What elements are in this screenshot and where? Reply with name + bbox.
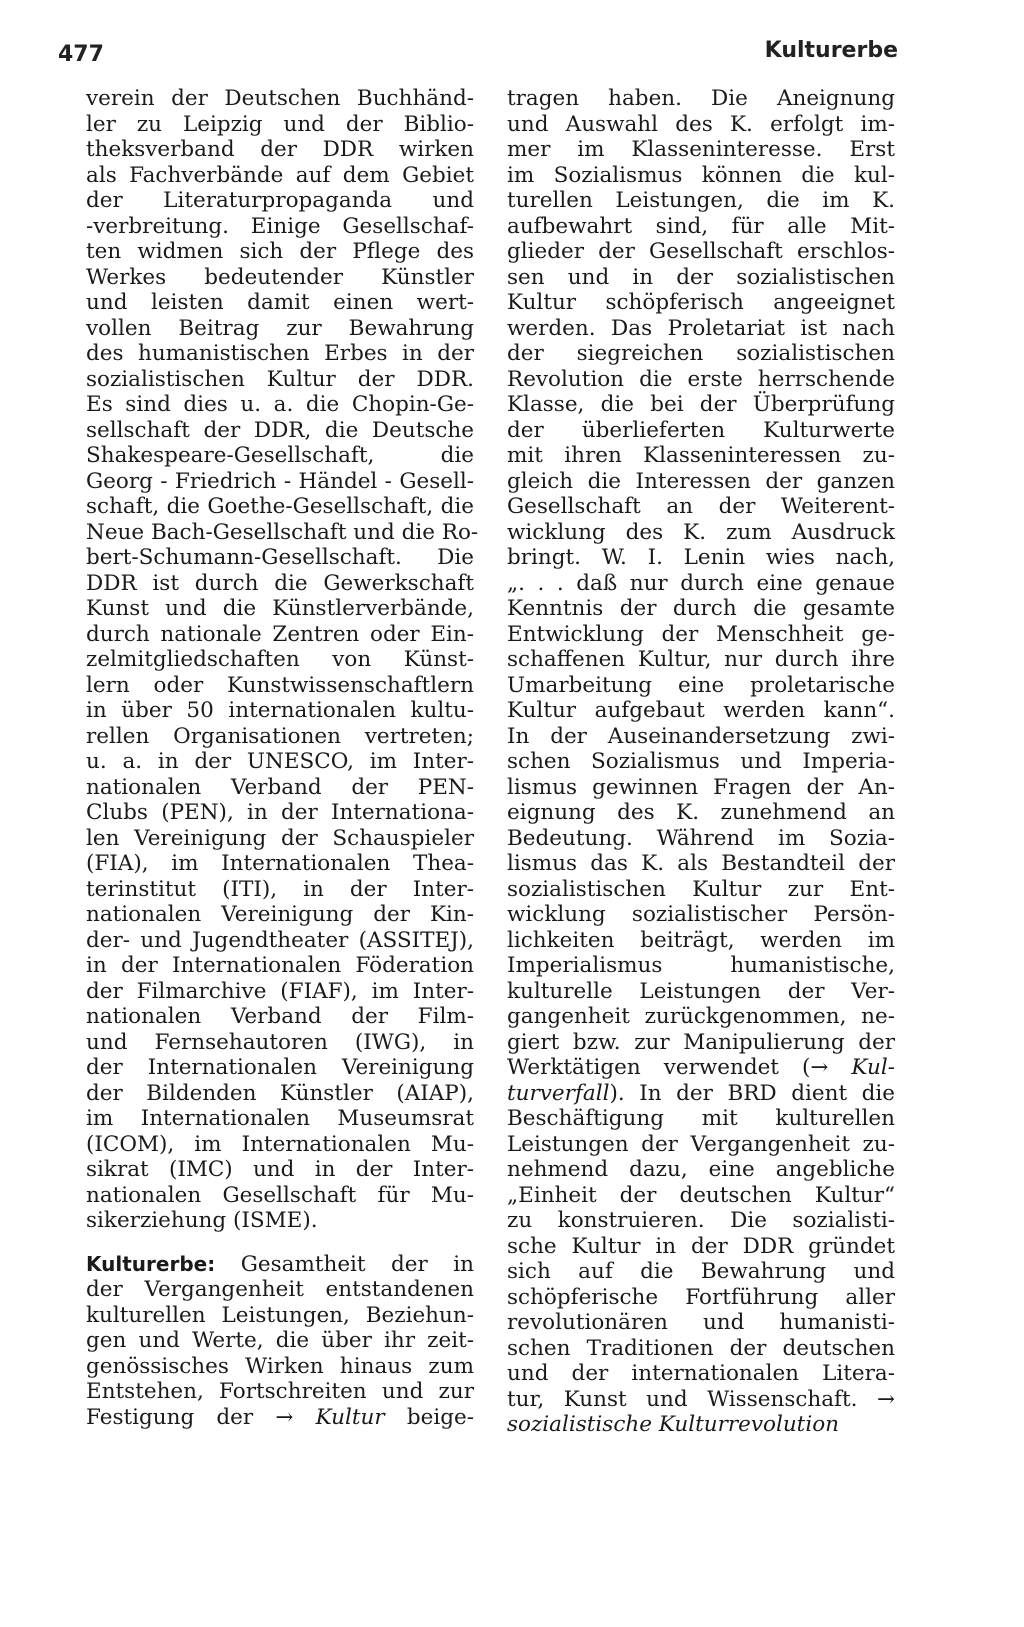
text-line: in der Internationalen Föderation (86, 953, 474, 978)
text-line: Umarbeitung eine proletarische (507, 672, 895, 698)
cross-reference-arrow: → (876, 1386, 895, 1412)
text-line: theksverband der DDR wirken (86, 137, 474, 162)
ref1-line-end: ). In der BRD dient die (609, 1080, 895, 1106)
text-line: vollen Beitrag zur Bewahrung (86, 315, 474, 341)
text-line: zelmitgliedschaften von Künst- (86, 647, 474, 672)
text-line: revolutionären und humanisti- (507, 1310, 895, 1335)
text-line: der Internationalen Vereinigung (86, 1055, 474, 1080)
text-line: nationalen Gesellschaft für Mu- (86, 1182, 474, 1208)
text-line: lern oder Kunstwissenschaftlern (86, 672, 474, 698)
text-line: Beschäftigung mit kulturellen (507, 1106, 895, 1131)
text-line: und Fernsehautoren (IWG), in (86, 1029, 474, 1055)
ref-line-start: Festigung der (86, 1404, 254, 1430)
text-line: wicklung des K. zum Ausdruck (507, 519, 895, 545)
text-line: sikrat (IMC) und in der Inter- (86, 1157, 474, 1182)
text-line: Georg - Friedrich - Händel - Gesell- (86, 468, 474, 494)
text-line: schöpferische Fortführung aller (507, 1284, 895, 1310)
text-line: Clubs (PEN), in der Internationa- (86, 800, 474, 825)
text-line: Shakespeare-Gesellschaft, die (86, 443, 474, 468)
text-line: in über 50 internationalen kultu- (86, 698, 474, 723)
text-line: Bedeutung. Während im Sozia- (507, 825, 895, 851)
ref1-line-2 (507, 1081, 895, 1107)
text-line: nehmend dazu, eine angebliche (507, 1157, 895, 1182)
entry-spacer (86, 1234, 474, 1252)
cross-reference-kulturverfall-b[interactable]: turverfall (507, 1080, 610, 1106)
text-line: bringt. W. I. Lenin wies nach, (507, 545, 895, 570)
text-line: nationalen Verband der Film- (86, 1004, 474, 1029)
text-line: sich auf die Bewahrung und (507, 1259, 895, 1284)
entry-text-line: gen und Werte, die über ihr zeit- (86, 1328, 474, 1353)
entry-text-line: genössisches Wirken hinaus zum (86, 1353, 474, 1379)
text-line: giert bzw. zur Manipulierung der (507, 1029, 895, 1055)
entry-lines (86, 1277, 474, 1405)
text-line: nationalen Verband der PEN- (86, 774, 474, 800)
text-line: als Fachverbände auf dem Gebiet (86, 162, 474, 188)
text-line: Werkes bedeutender Künstler (86, 264, 474, 290)
cross-reference-arrow: → (810, 1055, 829, 1080)
text-line: ten widmen sich der Pflege des (86, 239, 474, 264)
text-line: (FIA), im Internationalen Thea- (86, 851, 474, 876)
text-line: Kultur schöpferisch angeeignet (507, 290, 895, 315)
text-line: wicklung sozialistischer Persön- (507, 902, 895, 927)
text-line: „Einheit der deutschen Kultur“ (507, 1182, 895, 1208)
text-line: Kenntnis der durch die gesamte (507, 596, 895, 621)
text-line: zu konstruieren. Die sozialisti- (507, 1208, 895, 1233)
continuation-text (86, 86, 479, 1234)
text-line: sikerziehung (ISME). (86, 1208, 318, 1233)
text-line: der überlieferten Kulturwerte (507, 417, 895, 443)
text-line: (ICOM), im Internationalen Mu- (86, 1131, 474, 1157)
text-line: Es sind dies u. a. die Chopin-Ge- (86, 392, 474, 417)
entry-text-line: der Vergangenheit entstandenen (86, 1277, 474, 1302)
text-line: aufbewahrt sind, für alle Mit- (507, 213, 895, 239)
ref1-line-start: Werktätigen verwendet ( (507, 1055, 811, 1080)
text-line: der Literaturpropaganda und (86, 188, 474, 213)
definition-start: Gesamtheit der in (240, 1251, 474, 1277)
text-line: im Internationalen Museumsrat (86, 1106, 474, 1131)
text-line: sche Kultur in der DDR gründet (507, 1233, 895, 1259)
text-line: lismus gewinnen Fragen der An- (507, 774, 895, 800)
text-line: rellen Organisationen vertreten; (86, 723, 474, 749)
text-line: „. . . daß nur durch eine genaue (507, 570, 895, 596)
text-line: nationalen Vereinigung der Kin- (86, 902, 474, 927)
text-line: des humanistischen Erbes in der (86, 341, 474, 366)
text-line: mit ihren Klasseninteressen zu- (507, 443, 895, 468)
text-line: ler zu Leipzig und der Biblio- (86, 111, 474, 137)
text-line: Kunst und die Künstlerverbände, (86, 596, 474, 621)
entry-first-line (86, 1252, 474, 1278)
cross-reference-kultur[interactable]: Kultur (315, 1404, 385, 1430)
cross-reference-kulturrevolution[interactable]: sozialistische Kulturrevolution (507, 1412, 839, 1437)
text-line: Klasse, die bei der Überprüfung (507, 392, 895, 417)
text-line: schaft, die Goethe-Gesellschaft, die (86, 494, 474, 519)
text-line: der- und Jugendtheater (ASSITEJ), (86, 927, 474, 953)
text-line: len Vereinigung der Schauspieler (86, 825, 474, 851)
closing-line (507, 1387, 895, 1413)
text-line: tragen haben. Die Aneignung (507, 86, 895, 111)
text-line: Revolution die erste herrschende (507, 366, 895, 392)
text-line: verein der Deutschen Buchhänd- (86, 86, 474, 111)
text-line: kulturelle Leistungen der Ver- (507, 978, 895, 1004)
cross-reference-arrow: → (275, 1404, 294, 1430)
text-line: In der Auseinandersetzung zwi- (507, 723, 895, 749)
closing-text: tur, Kunst und Wissenschaft. (507, 1386, 858, 1412)
text-line: lismus das K. als Bestandteil der (507, 851, 895, 876)
text-line: sozialistischen Kultur der DDR. (86, 366, 474, 392)
text-line: im Sozialismus können die kul- (507, 162, 895, 188)
text-line: gleich die Interessen der ganzen (507, 468, 895, 494)
text-line: sellschaft der DDR, die Deutsche (86, 417, 474, 443)
page-number: 477 (58, 42, 104, 67)
text-line: u. a. in der UNESCO, im Inter- (86, 749, 474, 774)
text-line: sozialistischen Kultur zur Ent- (507, 876, 895, 902)
text-line: und Auswahl des K. erfolgt im- (507, 111, 895, 137)
right-column-text (507, 86, 895, 1055)
text-line: und der internationalen Litera- (507, 1361, 895, 1386)
text-line: der Bildenden Künstler (AIAP), (86, 1080, 474, 1106)
dictionary-entry (86, 1252, 474, 1431)
text-line: eignung des K. zunehmend an (507, 800, 895, 825)
text-line: Gesellschaft an der Weiterent- (507, 494, 895, 519)
text-line: Entwicklung der Menschheit ge- (507, 621, 895, 647)
text-line: der Filmarchive (FIAF), im Inter- (86, 978, 474, 1004)
entry-text-line: Entstehen, Fortschreiten und zur (86, 1379, 474, 1404)
text-line: bert-Schumann-Gesellschaft. Die (86, 545, 474, 570)
text-line: Imperialismus humanistische, (507, 953, 895, 978)
text-line: schen Sozialismus und Imperia- (507, 749, 895, 774)
right-column-text-cont (507, 1106, 895, 1387)
text-line: mer im Klasseninteresse. Erst (507, 137, 895, 162)
final-ref-line (507, 1412, 895, 1438)
ref1-line (507, 1055, 895, 1081)
text-line: turellen Leistungen, die im K. (507, 188, 895, 213)
text-line: gangenheit zurückgenommen, ne- (507, 1004, 895, 1029)
cross-reference-kulturverfall-a[interactable]: Kul- (851, 1055, 895, 1080)
text-line: DDR ist durch die Gewerkschaft (86, 570, 474, 596)
text-line: Leistungen der Vergangenheit zu- (507, 1131, 895, 1157)
text-line: glieder der Gesellschaft erschlos- (507, 239, 895, 264)
text-line: durch nationale Zentren oder Ein- (86, 621, 474, 647)
entry-text-line: kulturellen Leistungen, Beziehun- (86, 1302, 474, 1328)
text-line: und leisten damit einen wert- (86, 290, 474, 315)
text-line: der siegreichen sozialistischen (507, 341, 895, 366)
text-line: schaffenen Kultur, nur durch ihre (507, 647, 895, 672)
ref-line-end: beige- (406, 1404, 474, 1430)
text-line: sen und in der sozialistischen (507, 264, 895, 290)
text-line: lichkeiten beiträgt, werden im (507, 927, 895, 953)
text-line: werden. Das Proletariat ist nach (507, 315, 895, 341)
text-line: Neue Bach-Gesellschaft und die Ro- (86, 519, 479, 545)
text-line: -verbreitung. Einige Gesellschaf- (86, 213, 474, 239)
text-line: schen Traditionen der deutschen (507, 1335, 895, 1361)
right-column (507, 86, 895, 1438)
text-line: Kultur aufgebaut werden kann“. (507, 698, 895, 723)
headword: Kulturerbe: (86, 1251, 216, 1276)
text-line: terinstitut (ITI), in der Inter- (86, 876, 474, 902)
running-title: Kulturerbe (764, 38, 898, 63)
entry-ref-line (86, 1405, 474, 1431)
left-column (86, 86, 479, 1430)
